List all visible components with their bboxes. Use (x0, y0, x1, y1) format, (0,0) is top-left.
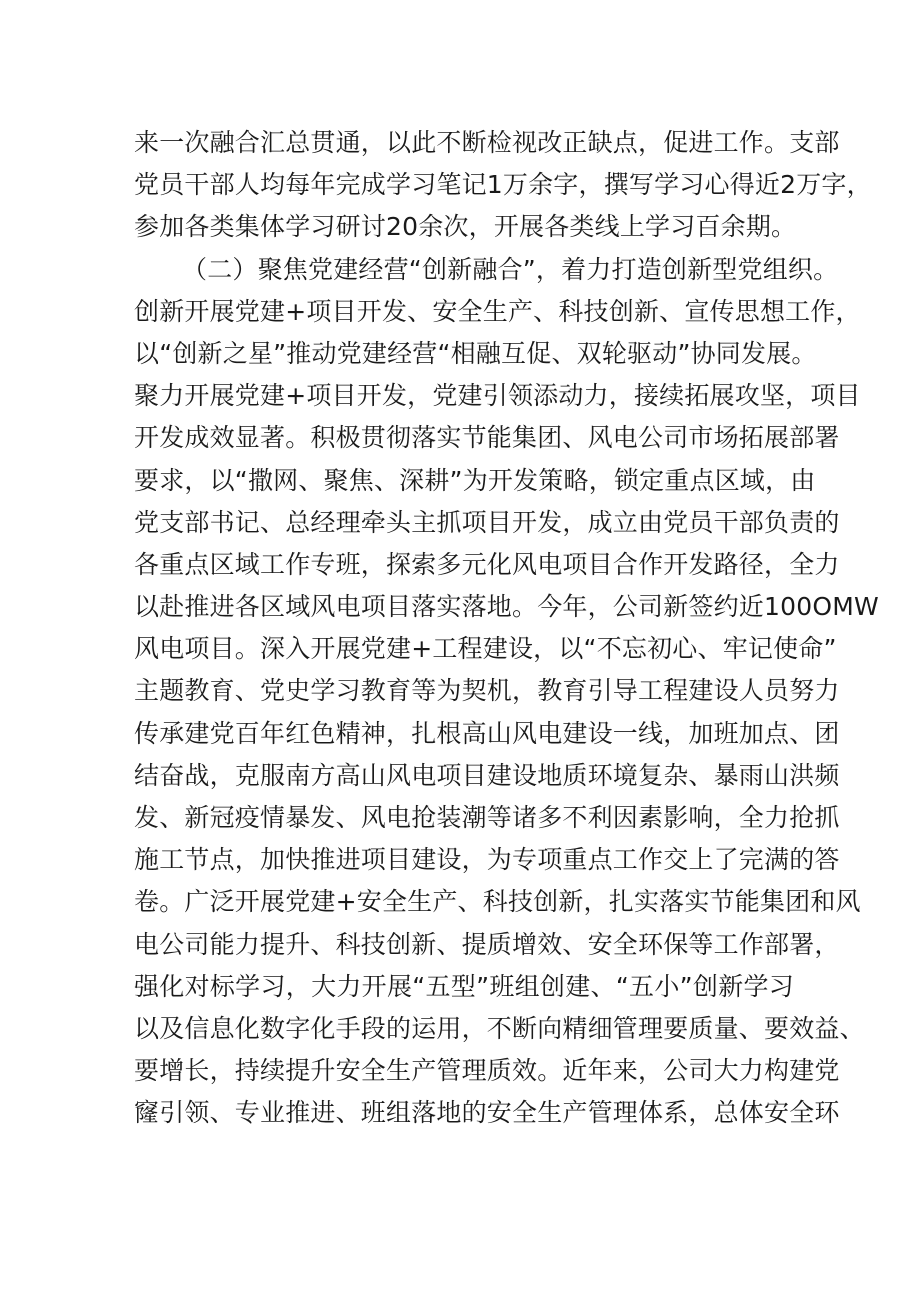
text-line: 结奋战，克服南方高山风电项目建设地质环境复杂、暴雨山洪频 (134, 760, 840, 790)
text-line: 电公司能力提升、科技创新、提质增效、安全环保等工作部署， (134, 929, 840, 959)
text-line: 党支部书记、总经理牵头主抓项目开发，成立由党员干部负责的 (134, 507, 840, 537)
text-line: 以赴推进各区域风电项目落实落地。今年，公司新签约近100OMW (134, 592, 879, 622)
text-line: 主题教育、党史学习教育等为契机，教育引导工程建设人员努力 (134, 676, 840, 706)
text-line: 传承建党百年红色精神，扎根高山风电建设一线，加班加点、团 (134, 718, 840, 748)
text-line: 党员干部人均每年完成学习笔记1万余字，撰写学习心得近2万字， (134, 170, 872, 200)
text-line: 以及信息化数字化手段的运用，不断向精细管理要质量、要效益、 (134, 1013, 865, 1043)
text-line: 施工节点，加快推进项目建设，为专项重点工作交上了完满的答 (134, 845, 840, 875)
body-text (134, 122, 879, 1135)
text-line: 来一次融合汇总贯通，以此不断检视改正缺点，促进工作。支部 (134, 128, 840, 157)
section-heading-line: （二）聚焦党建经营“创新融合”，着力打造创新型党组织。 (182, 254, 839, 284)
text-line: 开发成效显著。积极贯彻落实节能集团、风电公司市场拓展部署 (134, 423, 840, 453)
text-line: 发、新冠疫情暴发、风电抢装潮等诸多不利因素影响，全力抢抓 (134, 803, 840, 832)
text-line: 参加各类集体学习研讨20余次，开展各类线上学习百余期。 (134, 212, 797, 242)
text-line: 强化对标学习，大力开展“五型”班组创建、“五小”创新学习 (134, 971, 794, 1001)
text-line: 聚力开展党建+项目开发，党建引领添动力，接续拓展攻坚，项目 (134, 381, 861, 411)
text-line: 创新开展党建+项目开发、安全生产、科技创新、宣传思想工作， (134, 296, 861, 326)
text-line: 要增长，持续提升安全生产管理质效。近年来，公司大力构建党 (134, 1056, 840, 1086)
text-line: 卷。广泛开展党建+安全生产、科技创新，扎实落实节能集团和风 (134, 887, 861, 917)
text-line: 要求，以“撒网、聚焦、深耕”为开发策略，锁定重点区域，由 (134, 465, 816, 495)
text-line: 以“创新之星”推动党建经营“相融互促、双轮驱动”协同发展。 (134, 338, 817, 368)
text-line: 各重点区域工作专班，探索多元化风电项目合作开发路径，全力 (134, 549, 840, 579)
text-line: 风电项目。深入开展党建+工程建设，以“不忘初心、牢记使命” (134, 634, 837, 664)
text-line: 窿引领、专业推进、班组落地的安全生产管理体系，总体安全环 (134, 1098, 840, 1128)
